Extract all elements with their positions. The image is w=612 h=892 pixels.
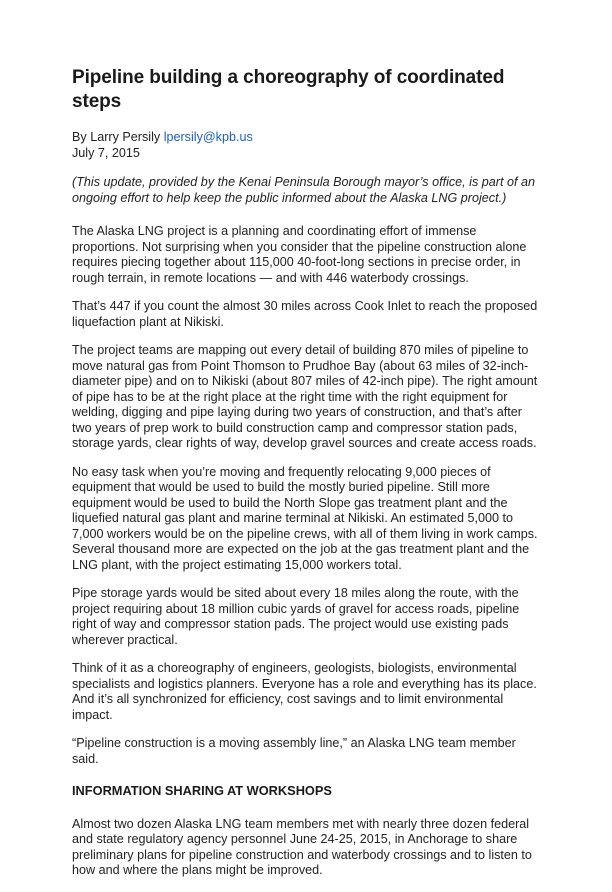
author-email-link[interactable]: lpersily@kpb.us bbox=[163, 130, 253, 144]
paragraph: Pipe storage yards would be sited about every 18 miles along the route, with the project requiring about 18 million cubic yards of gravel for access roads, pipeline right of way and compressor station pads. The project would use existing pads wherever practical. bbox=[72, 586, 520, 647]
paragraph: Almost two dozen Alaska LNG team members met with nearly three dozen federal and state regulatory agency personnel June 24-25, 2015, in Anchorage to share preliminary plans for pipeline construction and waterbody crossings and to listen to how and where the plans might be improved. bbox=[72, 816, 532, 877]
paragraph: Think of it as a choreography of engineers, geologists, biologists, environmental specialists and logistics planners. Everyone has a role and everything has its place. And it’s all synchronized for efficiency, cost savings and to limit environmental impact. bbox=[72, 661, 537, 722]
paragraph: No easy task when you’re moving and frequently relocating 9,000 pieces of equipment that would be used to build the mostly buried pipeline. Still more equipment would be used to build the North Slope gas treatment plant and the liquefied natural gas plant and marine terminal at Nikiski. An estimated 5,000 to 7,000 workers would be on the pipeline crews, with all of them living in work camps. Several thousand more are expected on the job at the gas treatment plant and the LNG plant, with the project estimating 15,000 workers total. bbox=[72, 464, 538, 572]
paragraph: The project teams are mapping out every detail of building 870 miles of pipeline to move natural gas from Point Thomson to Prudhoe Bay (about 63 miles of 32-inch-diameter pipe) and on to Nikiski (about 807 miles of 42-inch pipe). The right amount of pipe has to be at the right place at the right time with the right equipment for welding, digging and pipe laying during two years of construction, and that’s after two years of prep work to build construction camp and compressor station pads, storage yards, clear rights of way, develop gravel sources and create access roads. bbox=[72, 343, 538, 450]
section-heading: INFORMATION SHARING AT WORKSHOPS bbox=[72, 783, 332, 798]
article bbox=[72, 66, 542, 892]
paragraph: The Alaska LNG project is a planning and coordinating effort of immense proportions. Not surprising when you consider that the pipeline construction alone requires piecing together about 115,000 40-foot-long sections in precise order, in rough terrain, in remote locations — and with 446 waterbody crossings. bbox=[72, 224, 527, 285]
publish-date: July 7, 2015 bbox=[72, 145, 140, 160]
byline bbox=[72, 130, 542, 146]
byline-author: By Larry Persily bbox=[72, 130, 164, 144]
paragraph: That’s 447 if you count the almost 30 miles across Cook Inlet to reach the proposed liquefaction plant at Nikiski. bbox=[72, 299, 538, 329]
intro-note: (This update, provided by the Kenai Peninsula Borough mayor’s office, is part of an ongoing effort to help keep the public informed about the Alaska LNG project.) bbox=[72, 175, 535, 205]
article-title: Pipeline building a choreography of coordinated steps bbox=[72, 67, 505, 112]
paragraph: “Pipeline construction is a moving assembly line,” an Alaska LNG team member said. bbox=[72, 736, 516, 766]
